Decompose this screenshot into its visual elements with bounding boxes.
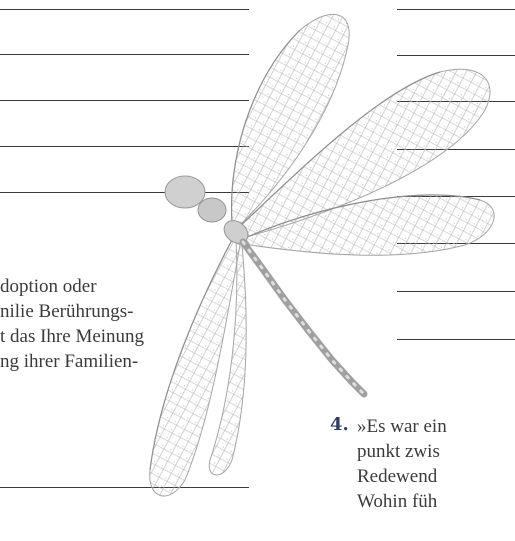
- question-text-line: Redewend: [357, 466, 438, 487]
- question-text-line: punkt zwis: [357, 441, 440, 462]
- body-text-line: ng ihrer Familien-: [0, 351, 139, 372]
- body-text-line: t das Ihre Meinung: [0, 326, 145, 347]
- question-text-line: »Es war ein: [357, 416, 447, 437]
- question-number: 4.: [330, 414, 349, 435]
- dragonfly-icon: [130, 0, 515, 541]
- body-text-line: nilie Berührungs-: [0, 301, 134, 322]
- question-text-line: Wohin füh: [357, 491, 438, 512]
- body-text-line: doption oder: [0, 276, 97, 297]
